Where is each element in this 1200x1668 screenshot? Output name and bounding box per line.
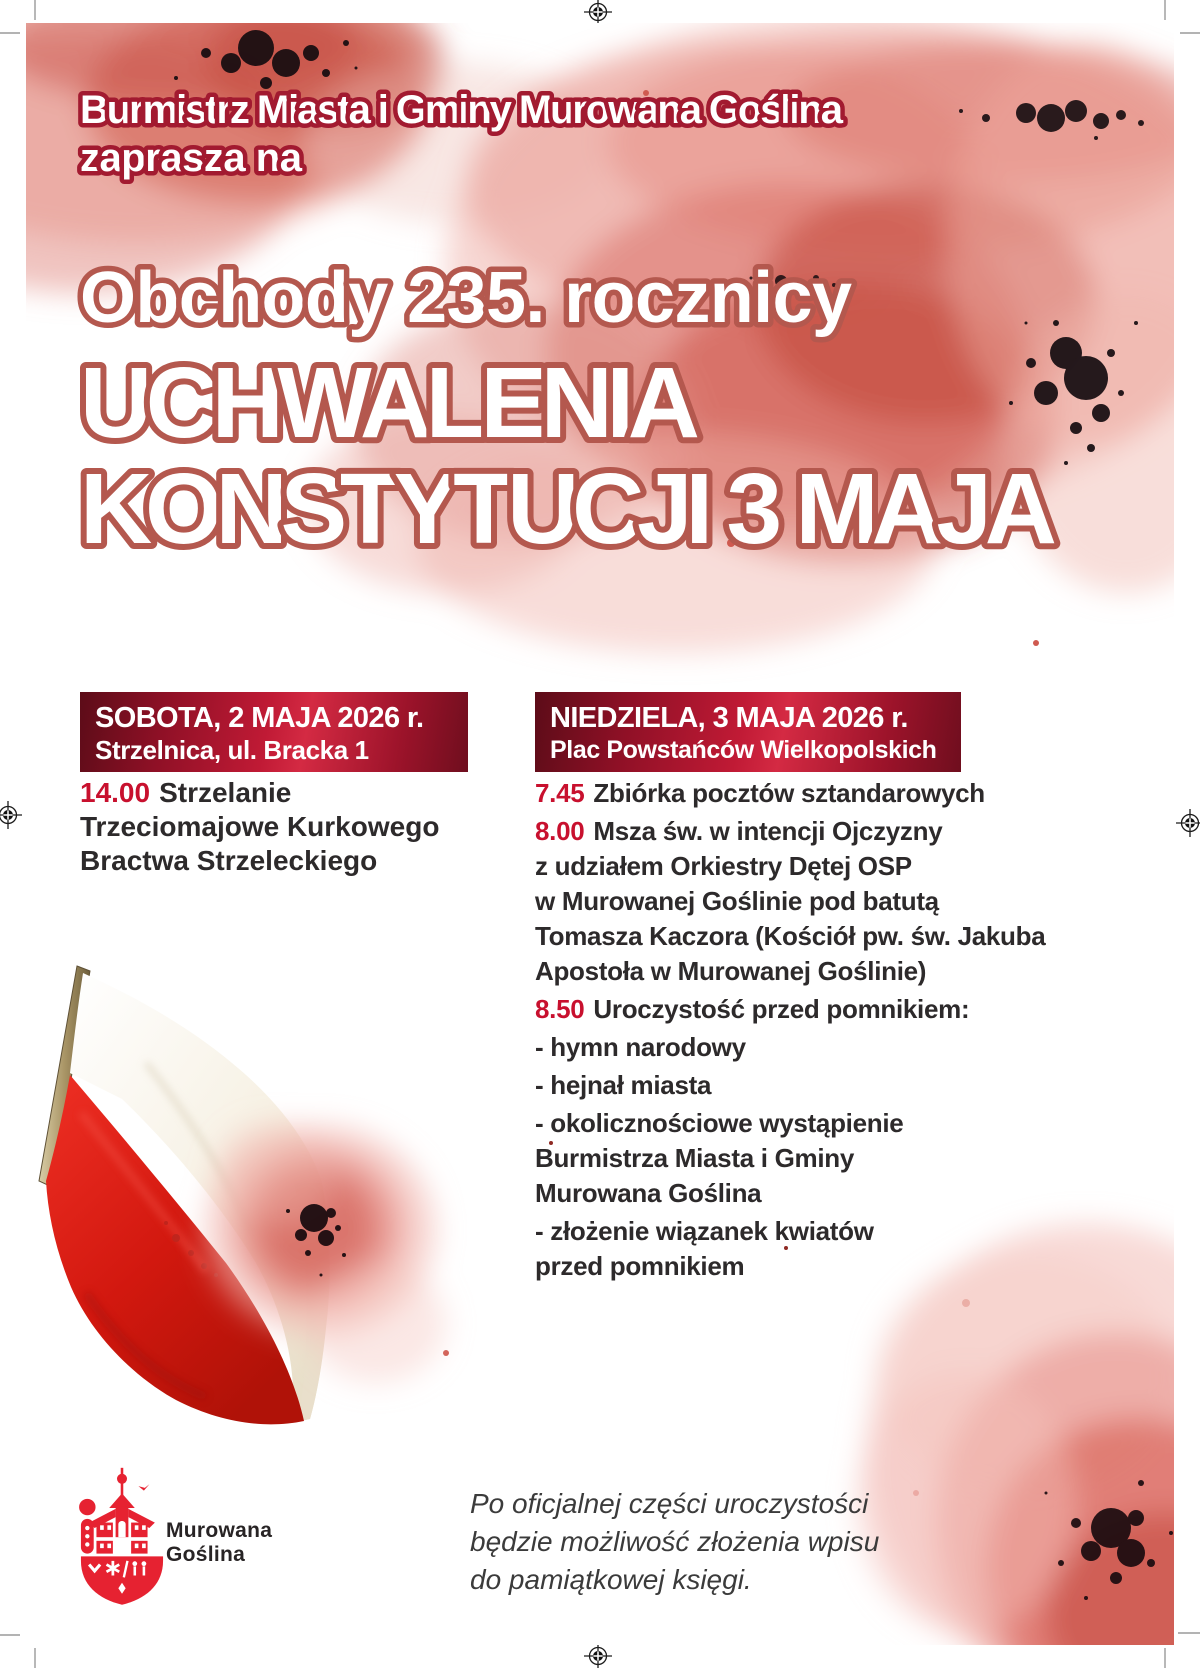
schedule-line: 8.00 Msza św. w intencji Ojczyzny (535, 816, 943, 846)
poppy-bottom-right (856, 1223, 1174, 1645)
schedule-line: z udziałem Orkiestry Dętej OSP (535, 851, 912, 881)
footer-note-line: do pamiątkowej księgi. (470, 1564, 752, 1595)
schedule-line: 8.50 Uroczystość przed pomnikiem: (535, 994, 970, 1024)
invitation-line-2: zaprasza na (80, 136, 302, 180)
poster-title-line-3: KONSTYTUCJI 3 MAJA (80, 453, 1057, 565)
logo-wordmark-line: Goślina (166, 1543, 246, 1566)
sunday-banner-place: Plac Powstańców Wielkopolskich (550, 736, 937, 764)
registration-mark-left (0, 801, 22, 829)
schedule-line: Apostoła w Murowanej Goślinie) (535, 956, 927, 986)
schedule-line: - hymn narodowy (535, 1032, 746, 1062)
registration-mark-bottom (584, 1642, 612, 1668)
poster (26, 23, 1174, 1645)
registration-mark-right (1176, 809, 1200, 837)
schedule-line: przed pomnikiem (535, 1251, 745, 1281)
saturday-banner (80, 692, 468, 772)
logo-wordmark-line: Murowana (166, 1519, 273, 1542)
schedule-line: w Murowanej Goślinie pod batutą (535, 886, 939, 916)
logo-wordmark (166, 1519, 272, 1567)
footer-note-line: będzie możliwość złożenia wpisu (470, 1526, 880, 1557)
schedule-line: Burmistrza Miasta i Gminy (535, 1143, 855, 1173)
murowana-goslina-logo (74, 1466, 414, 1616)
saturday-banner-date: SOBOTA, 2 MAJA 2026 r. (95, 702, 424, 734)
schedule-line: Trzeciomajowe Kurkowego (80, 811, 440, 842)
schedule-line: - złożenie wiązanek kwiatów (535, 1216, 874, 1246)
town-hall-icon (74, 1466, 170, 1612)
footer-note (470, 1485, 879, 1599)
sunday-schedule (535, 776, 1045, 1284)
schedule-line: Tomasza Kaczora (Kościół pw. św. Jakuba (535, 921, 1046, 951)
invitation-line-1: Burmistrz Miasta i Gminy Murowana Goślina (80, 88, 843, 132)
schedule-line: - hejnał miasta (535, 1070, 712, 1100)
sunday-banner-date: NIEDZIELA, 3 MAJA 2026 r. (550, 702, 908, 734)
bird-icon (138, 1484, 149, 1490)
schedule-line: 14.00 Strzelanie (80, 777, 292, 808)
schedule-line: - okolicznościowe wystąpienie (535, 1108, 904, 1138)
footer-note-line: Po oficjalnej części uroczystości (470, 1488, 869, 1519)
schedule-line: 7.45 Zbiórka pocztów sztandarowych (535, 778, 985, 808)
schedule-line: Murowana Goślina (535, 1178, 762, 1208)
poster-title-line-2: UCHWALENIA (80, 347, 700, 459)
saturday-schedule (80, 776, 439, 878)
headings-layer (26, 23, 1174, 603)
schedule-line: Bractwa Strzeleckiego (80, 845, 378, 876)
saturday-banner-place: Strzelnica, ul. Bracka 1 (95, 735, 369, 765)
sunday-banner (535, 692, 961, 772)
poster-title-line-1: Obchody 235. rocznicy (80, 258, 852, 338)
